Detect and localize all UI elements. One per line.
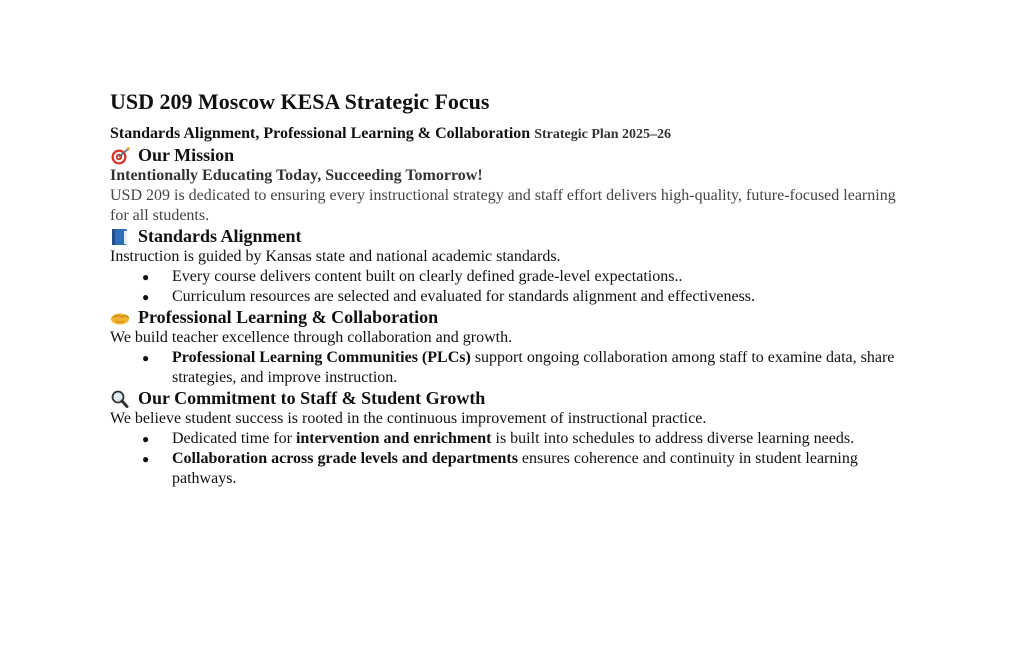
intervention-post-text: is built into schedules to address diverse learning needs. bbox=[491, 430, 855, 447]
intervention-pre-text: Dedicated time for bbox=[172, 430, 296, 447]
page-title: USD 209 Moscow KESA Strategic Focus bbox=[110, 89, 490, 114]
handshake-icon bbox=[110, 309, 132, 327]
strategic-plan-label: Strategic Plan 2025–26 bbox=[534, 127, 672, 142]
subtitle bbox=[110, 124, 910, 145]
mission-tagline: Intentionally Educating Today, Succeeding Tomorrow! bbox=[110, 167, 483, 184]
professional-list bbox=[110, 348, 910, 388]
magnifier-icon bbox=[110, 390, 132, 408]
list-item: ● Every course delivers content built on clearly defined grade-level expectations.. bbox=[172, 267, 910, 287]
plc-rest-text: support ongoing collaboration among staff to examine data, share strategies, and improve instruction. bbox=[172, 349, 895, 386]
professional-intro: We build teacher excellence through collaboration and growth. bbox=[110, 329, 513, 346]
mission-heading bbox=[110, 145, 910, 166]
collaboration-post-text: ensures coherence and continuity in student learning pathways. bbox=[172, 450, 858, 487]
intervention-bold-text: intervention and enrichment bbox=[295, 430, 492, 447]
list-item bbox=[172, 429, 910, 449]
commitment-intro: We believe student success is rooted in the continuous improvement of instructional practice. bbox=[110, 410, 707, 427]
standards-list bbox=[110, 267, 910, 307]
standards-heading bbox=[110, 226, 910, 247]
target-icon bbox=[110, 147, 132, 165]
mission-text: USD 209 is dedicated to ensuring every instructional strategy and staff effort delivers high-quality, future-focused learning for all students. bbox=[110, 187, 896, 224]
commitment-list bbox=[110, 429, 910, 489]
book-icon bbox=[110, 228, 132, 246]
list-item bbox=[172, 449, 910, 489]
plc-bold-text: Professional Learning Communities (PLCs) bbox=[172, 349, 471, 366]
collaboration-bold-text: Collaboration across grade levels and departments bbox=[172, 450, 518, 467]
professional-heading-text: Professional Learning & Collaboration bbox=[138, 307, 439, 327]
standards-intro: Instruction is guided by Kansas state and national academic standards. bbox=[110, 248, 561, 265]
standards-heading-text: Standards Alignment bbox=[138, 226, 302, 246]
list-item bbox=[172, 348, 910, 388]
commitment-heading-text: Our Commitment to Staff & Student Growth bbox=[138, 388, 486, 408]
mission-heading-text: Our Mission bbox=[138, 145, 235, 165]
commitment-heading bbox=[110, 388, 910, 409]
document-body bbox=[110, 88, 910, 489]
subtitle-main: Standards Alignment, Professional Learning & Collaboration bbox=[110, 125, 531, 142]
list-item: ● Curriculum resources are selected and evaluated for standards alignment and effectiveness. bbox=[172, 287, 910, 307]
professional-heading bbox=[110, 307, 910, 328]
